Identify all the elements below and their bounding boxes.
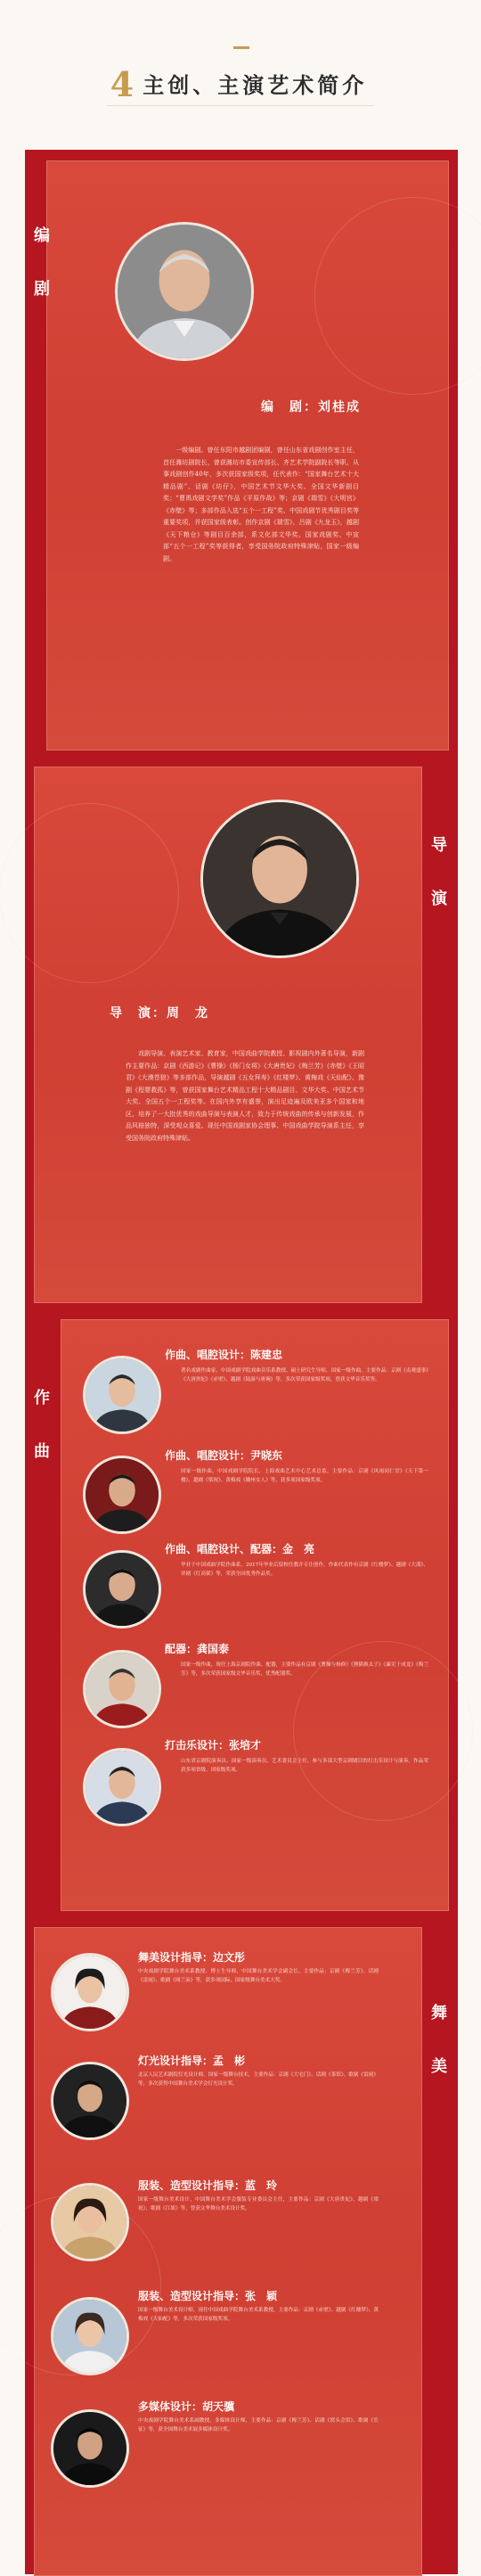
writer-panel	[46, 160, 449, 751]
writer-photo	[115, 222, 254, 361]
design-label: 舞 美	[428, 2004, 447, 2090]
composer-bio-3: 毕业于中国戏曲学院作曲系，2017年毕业后留校任教并专注创作，作曲代表作有京剧《红楼梦》、越剧《大漠》、评剧《红高粱》等，荣获全国优秀作品奖。	[181, 1563, 428, 1577]
director-label: 导 演	[428, 836, 447, 923]
designer-photo-1	[51, 1953, 129, 2031]
person-portrait-icon	[86, 1358, 159, 1432]
writer-label: 编 剧	[31, 226, 50, 313]
person-portrait-icon	[53, 2064, 126, 2137]
composer-role-4: 配器：龚国泰	[165, 1643, 230, 1655]
composer-role-1: 作曲、唱腔设计：陈建忠	[165, 1349, 283, 1361]
composer-photo-4	[83, 1650, 161, 1728]
music-label: 作 曲	[31, 1389, 50, 1475]
designer-role-5: 多媒体设计：胡天骥	[138, 2400, 235, 2413]
designer-bio-5: 中央戏剧学院舞台美术系副教授，多媒体设计师，主要作品：京剧《梅兰芳》、话剧《窝头会馆》、歌剧《长征》等，获全国舞台美术展多媒体设计奖。	[138, 2418, 379, 2432]
designer-role-1: 舞美设计指导：边文彤	[138, 1951, 246, 1964]
section-title	[105, 64, 372, 104]
person-portrait-icon	[86, 1751, 159, 1824]
designer-photo-4	[51, 2297, 129, 2375]
writer-bio: 一级编剧。曾任东阳市越剧团编剧，曾任山东省戏剧创作室主任，首任潍坊剧院长，曾获潍坊市委宣传部长、齐艺术学院副院长等职。从事戏剧创作40年，多次获国家级奖项，任代表作：“国家舞台艺术十大精品剧”、话剧《坊仔》，中国艺术节文华大奖、全国文华新剧目奖；“曹禺戏剧文学奖”作品《平原作战》等；京剧《瑞雪》《大明宫》《赤壁》等；多部作品入选“五个一工程”奖、中国戏剧节优秀剧目奖等重要奖项，并获国家级表彰。创作京剧《瑞雪》、吕剧《九龙玉》，越剧《天下粮仓》等剧目百余部，系文化部文华奖、国家戏剧奖、中宣部“五个一工程”奖等获得者，享受国务院政府特殊津贴，国家一级编剧。	[163, 447, 359, 562]
designer-bio-4: 国家一级舞台美术设计师，现任中国戏曲学院舞台美术系教授，主要作品：京剧《赤壁》、越剧《红楼梦》、黄梅戏《天仙配》等，多次荣获国家级奖项。	[138, 2308, 379, 2322]
composer-photo-5	[83, 1748, 161, 1826]
content-stage	[25, 150, 458, 2574]
designer-bio-1: 中央戏剧学院舞台美术系教授、博士生导师，中国舞台美术学会副会长。主要作品：京剧《梅兰芳》、话剧《雷雨》、歌剧《图兰朵》等，获多项国际、国家级舞台美术大奖。	[138, 1969, 379, 1983]
director-bio: 戏剧导演、表演艺术家、教育家，中国戏曲学院教授、影视剧内外著名导演，新剧作主要作品：京剧《西游记》《曹操》《杨门女将》《大唐贵妃》《梅兰芳》《赤壁》《王昭君》《大漠苍狼》等多部作品，导演越剧《五女拜寿》《红楼梦》、黄梅戏《天仙配》、豫剧《程婴救孤》等，曾获国家舞台艺术精品工程十大精品剧目、文华大奖、中国艺术节大奖、全国五个一工程奖等。在国内外享有盛誉，演出足迹遍及欧美亚多个国家和地区，培养了一大批优秀的戏曲导演与表演人才，致力于传统戏曲的传承与创新发展，作品风格独特，深受观众喜爱。现任中国戏剧家协会理事、中国戏曲学院导演系主任，享受国务院政府特殊津贴。	[126, 1050, 364, 1142]
person-portrait-icon	[53, 1956, 126, 2029]
composer-role-3: 作曲、唱腔设计、配器：金 亮	[165, 1543, 315, 1555]
composer-bio-5: 山东省京剧院演奏员、国家一级演奏员，艺术委员会主任，参与多部大型京剧剧目的打击乐设计与演奏，作品荣获多项省级、国家级奖项。	[181, 1759, 428, 1773]
person-portrait-icon	[86, 1653, 159, 1726]
designer-bio-3: 国家一级舞台美术设计，中国舞台美术学会服装专业委员会主任，主要作品：京剧《大唐贵妃》、越剧《梁祝》、歌剧《江姐》等，曾获文华舞台美术设计奖。	[138, 2197, 379, 2211]
designer-photo-2	[51, 2062, 129, 2140]
composer-bio-2: 国家一级作曲，中国戏剧学院院长，上海戏曲艺术中心艺术总监。主要作品：京剧《风雨同仁堂》《天下第一楼》、越剧《梁祝》、黄梅戏《徽州女人》等，获多项国家级奖项。	[181, 1469, 428, 1483]
person-portrait-icon	[53, 2300, 126, 2373]
composer-photo-2	[83, 1456, 161, 1534]
writer-portrait-icon	[118, 225, 251, 358]
designer-role-3: 服装、造型设计指导：蓝 玲	[138, 2179, 278, 2192]
section-number: 4	[110, 64, 138, 104]
designer-role-4: 服装、造型设计指导：张 颖	[138, 2290, 278, 2302]
header-divider	[107, 105, 374, 106]
person-portrait-icon	[86, 1458, 159, 1531]
director-photo	[200, 800, 359, 958]
designer-photo-5	[51, 2409, 129, 2488]
person-portrait-icon	[53, 2412, 126, 2485]
header-dash	[233, 46, 249, 49]
composer-bio-4: 国家一级作曲，现任上海京剧院作曲、配器，主要作品有京剧《曹操与杨修》《狸猫换太子》《廉吏于成龙》《梅兰芳》等，多次荣获国家级文华音乐奖、优秀配器奖。	[181, 1662, 428, 1677]
director-panel	[34, 767, 422, 1303]
writer-name: 编 剧：刘桂成	[261, 400, 361, 414]
designer-role-2: 灯光设计指导：孟 彬	[138, 2055, 246, 2067]
design-panel	[34, 1927, 422, 2576]
person-portrait-icon	[53, 2186, 126, 2259]
decor-ring	[0, 803, 179, 983]
music-panel	[61, 1319, 449, 1911]
section-title-text: 主创、主演艺术简介	[143, 72, 368, 98]
director-name: 导 演：周 龙	[110, 1006, 209, 1021]
composer-role-2: 作曲、唱腔设计：尹晓东	[165, 1449, 283, 1462]
composer-role-5: 打击乐设计：张培才	[165, 1739, 262, 1752]
decor-ring	[314, 197, 481, 395]
designer-bio-2: 北京人民艺术剧院灯光设计师，国家一级舞台技术，主要作品：京剧《大宅门》、话剧《茶馆》、歌剧《雷雨》等，多次获得中国舞台美术学会灯光设计奖。	[138, 2072, 379, 2087]
composer-bio-1: 著名戏剧作曲家，中国戏剧学院戏曲音乐系教授、硕士研究生导师，国家一级作曲。主要作品：京剧《贞观盛事》《大唐贵妃》《赤壁》，越剧《陆游与唐琬》等，多次荣获国家级奖项，曾获文华音乐奖等。	[181, 1368, 428, 1382]
designer-photo-3	[51, 2183, 129, 2261]
composer-photo-1	[83, 1356, 161, 1434]
director-portrait-icon	[203, 802, 356, 956]
page-header	[0, 0, 481, 134]
person-portrait-icon	[86, 1553, 159, 1626]
composer-photo-3	[83, 1550, 161, 1628]
